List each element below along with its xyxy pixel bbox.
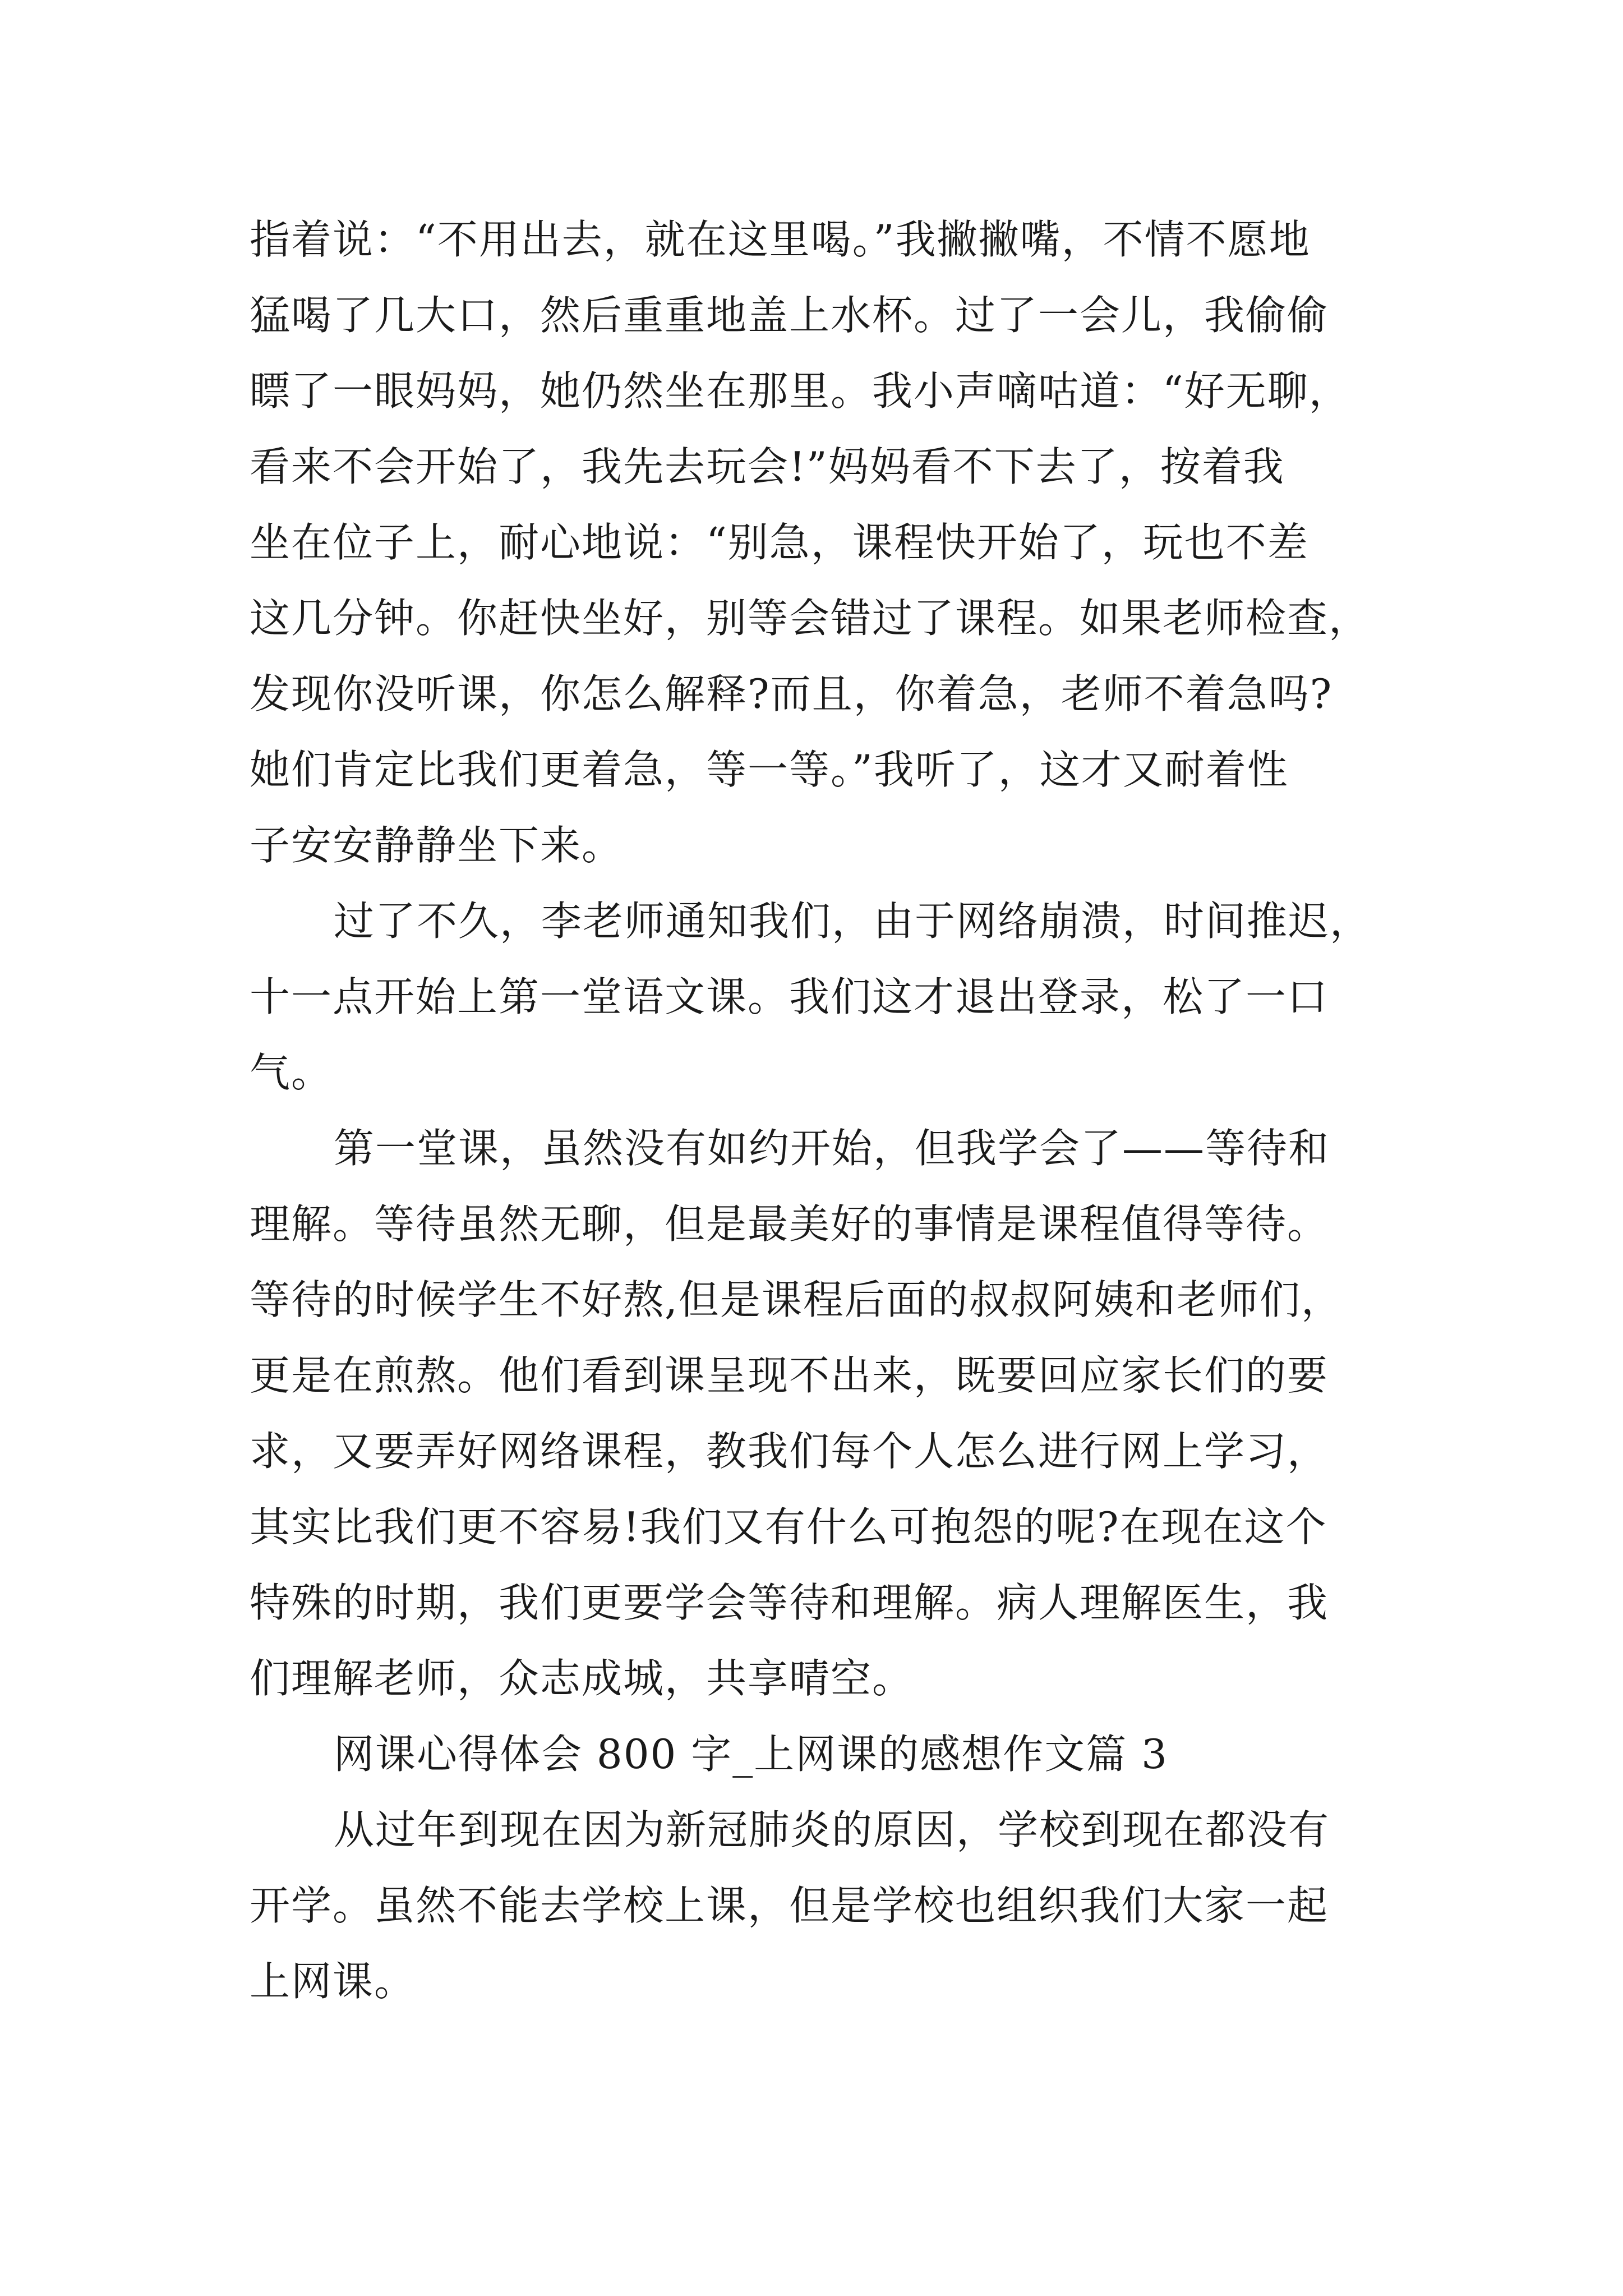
paragraph-start-line: 第一堂课，虽然没有如约开始，但我学会了——等待和 [334,1125,1330,1172]
document-body [250,202,1374,2019]
text-line: 这几分钟。你赶快坐好，别等会错过了课程。如果老师检查， [250,595,1371,642]
text-line: 指着说：“不用出去，就在这里喝。”我撇撇嘴，不情不愿地 [250,216,1311,263]
section-heading: 网课心得体会 800 字_上网课的感想作文篇 3 [334,1731,1168,1778]
text-line: 等待的时候学生不好熬,但是课程后面的叔叔阿姨和老师们， [250,1276,1343,1323]
text-line: 更是在煎熬。他们看到课呈现不出来，既要回应家长们的要 [250,1352,1329,1399]
text-line: 猛喝了几大口，然后重重地盖上水杯。过了一会儿，我偷偷 [250,292,1329,339]
text-line: 其实比我们更不容易!我们又有什么可抱怨的呢?在现在这个 [250,1503,1327,1550]
text-line: 特殊的时期，我们更要学会等待和理解。病人理解医生，我 [250,1579,1329,1626]
text-line: 她们肯定比我们更着急，等一等。”我听了，这才又耐着性 [250,746,1289,793]
text-line: 十一点开始上第一堂语文课。我们这才退出登录，松了一口 [250,973,1329,1020]
text-line: 开学。虽然不能去学校上课，但是学校也组织我们大家一起 [250,1882,1329,1929]
text-line: 瞟了一眼妈妈，她仍然坐在那里。我小声嘀咕道：“好无聊， [250,367,1350,415]
text-line: 们理解老师，众志成城，共享晴空。 [250,1655,914,1702]
text-line: 气。 [250,1049,333,1096]
text-line: 求，又要弄好网络课程，教我们每个人怎么进行网上学习， [250,1428,1329,1475]
text-line: 上网课。 [250,1958,416,2005]
text-line: 看来不会开始了，我先去玩会!”妈妈看不下去了，按着我 [250,443,1285,490]
paragraph-start-line: 从过年到现在因为新冠肺炎的原因，学校到现在都没有 [334,1806,1330,1853]
text-line: 子安安静静坐下来。 [250,822,624,869]
paragraph-start-line: 过了不久，李老师通知我们，由于网络崩溃，时间推迟， [334,898,1372,945]
text-line: 理解。等待虽然无聊，但是最美好的事情是课程值得等待。 [250,1200,1329,1248]
text-line: 发现你没听课，你怎么解释?而且，你着急，老师不着急吗? [250,670,1333,717]
text-line: 坐在位子上，耐心地说：“别急，课程快开始了，玩也不差 [250,519,1309,566]
